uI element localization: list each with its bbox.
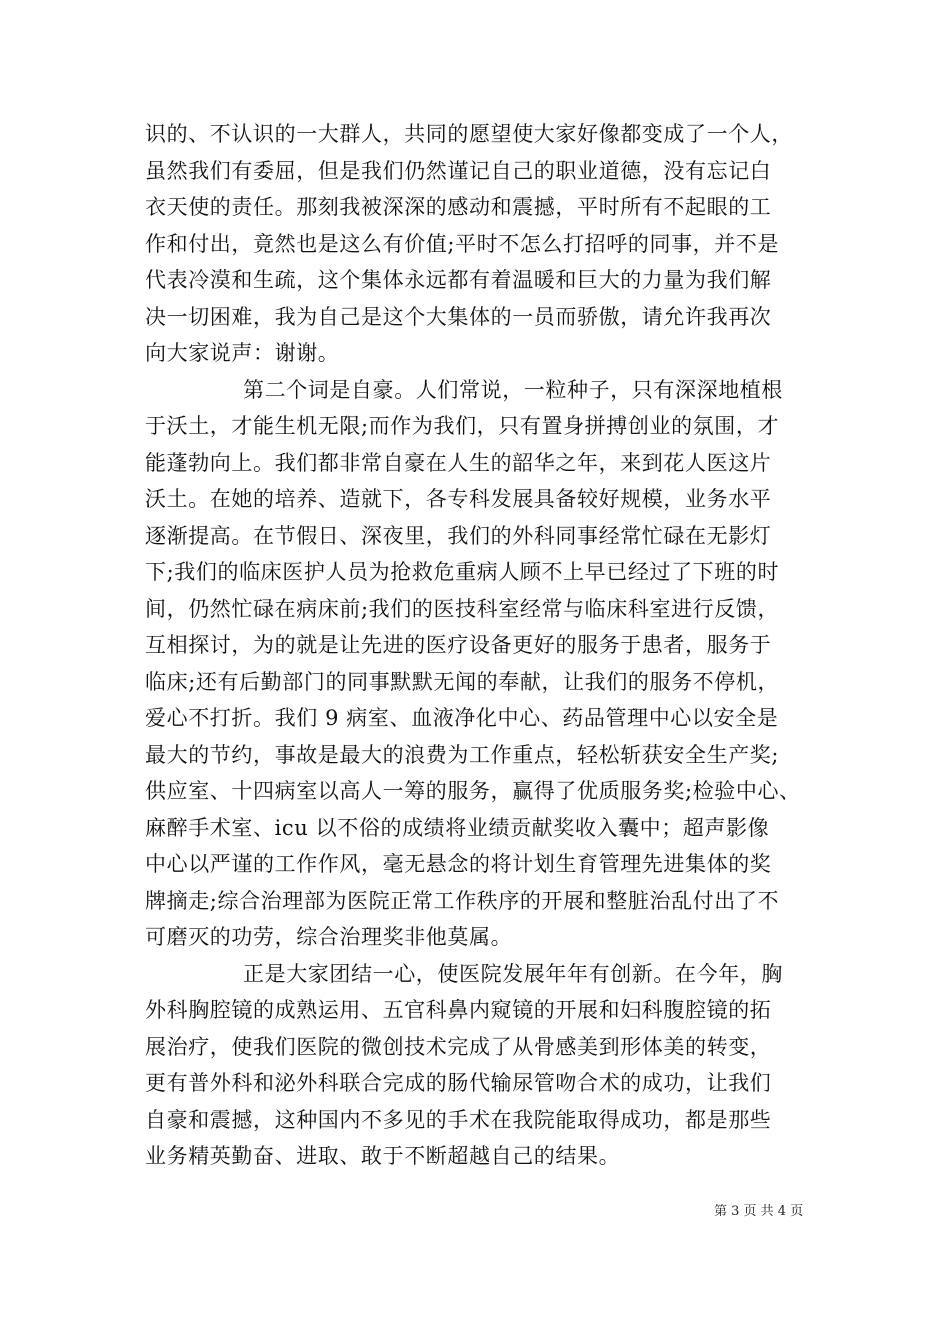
- text-line: 供应室、十四病室以高人一筹的服务，赢得了优质服务奖;检验中心、: [145, 779, 801, 803]
- body-text: [145, 116, 813, 1175]
- text-line: 间，仍然忙碌在病床前;我们的医技科室经常与临床科室进行反馈，: [145, 596, 780, 621]
- text-line: 业务精英勤奋、进取、敢于不断超越自己的结果。: [145, 1144, 621, 1168]
- text-line: 下;我们的临床医护人员为抢救危重病人顾不上早已经过了下班的时: [145, 560, 780, 584]
- text-line: 代表冷漠和生疏，这个集体永远都有着温暖和巨大的力量为我们解: [145, 268, 772, 292]
- page-number: 第 3 页 共 4 页: [714, 1204, 804, 1219]
- text-line: 可磨灭的功劳，综合治理奖非他莫属。: [145, 925, 513, 949]
- text-line: 临床;还有后勤部门的同事默默无闻的奉献，让我们的服务不停机，: [145, 669, 780, 694]
- text-line: 沃土。在她的培养、造就下，各专科发展具备较好规模，业务水平: [145, 487, 772, 511]
- text-line: 第二个词是自豪。人们常说，一粒种子，只有深深地植根: [243, 377, 783, 402]
- text-line: 作和付出，竟然也是这么有价值;平时不怎么打招呼的同事，并不是: [145, 231, 780, 256]
- text-line: 牌摘走;综合治理部为医院正常工作秩序的开展和整脏治乱付出了不: [145, 888, 780, 913]
- text-line: 正是大家团结一心，使医院发展年年有创新。在今年，胸: [243, 961, 783, 986]
- text-line: 更有普外科和泌外科联合完成的肠代输尿管吻合术的成功，让我们: [145, 1071, 772, 1095]
- text-line: 于沃土，才能生机无限;而作为我们，只有置身拼搏创业的氛围，才: [145, 414, 780, 438]
- text-line: 中心以严谨的工作作风，毫无悬念的将计划生育管理先进集体的奖: [145, 852, 772, 876]
- text-line: 衣天使的责任。那刻我被深深的感动和震撼，平时所有不起眼的工: [145, 195, 772, 219]
- text-line: 最大的节约，事故是最大的浪费为工作重点，轻松斩获安全生产奖;: [145, 742, 780, 767]
- text-line: 展治疗，使我们医院的微创技术完成了从骨感美到形体美的转变，: [145, 1034, 772, 1059]
- text-line: 决一切困难，我为自己是这个大集体的一员而骄傲，请允许我再次: [145, 304, 772, 329]
- text-line: 互相探讨，为的就是让先进的医疗设备更好的服务于患者，服务于: [145, 633, 772, 657]
- text-line: 自豪和震撼，这种国内不多见的手术在我院能取得成功，都是那些: [145, 1107, 772, 1132]
- text-line: 外科胸腔镜的成熟运用、五官科鼻内窥镜的开展和妇科腹腔镜的拓: [145, 998, 772, 1022]
- text-line: 能蓬勃向上。我们都非常自豪在人生的韶华之年，来到花人医这片: [145, 450, 772, 475]
- text-line: 逐渐提高。在节假日、深夜里，我们的外科同事经常忙碌在无影灯: [145, 523, 772, 548]
- text-line: 爱心不打折。我们 9 病室、血液净化中心、药品管理中心以安全是: [145, 706, 779, 730]
- text-line: 向大家说声：谢谢。: [145, 341, 340, 365]
- text-line: 识的、不认识的一大群人，共同的愿望使大家好像都变成了一个人，: [145, 122, 793, 146]
- text-line: 虽然我们有委屈，但是我们仍然谨记自己的职业道德，没有忘记白: [145, 158, 772, 183]
- text-line: 麻醉手术室、icu 以不俗的成绩将业绩贡献奖收入囊中；超声影像: [145, 815, 770, 840]
